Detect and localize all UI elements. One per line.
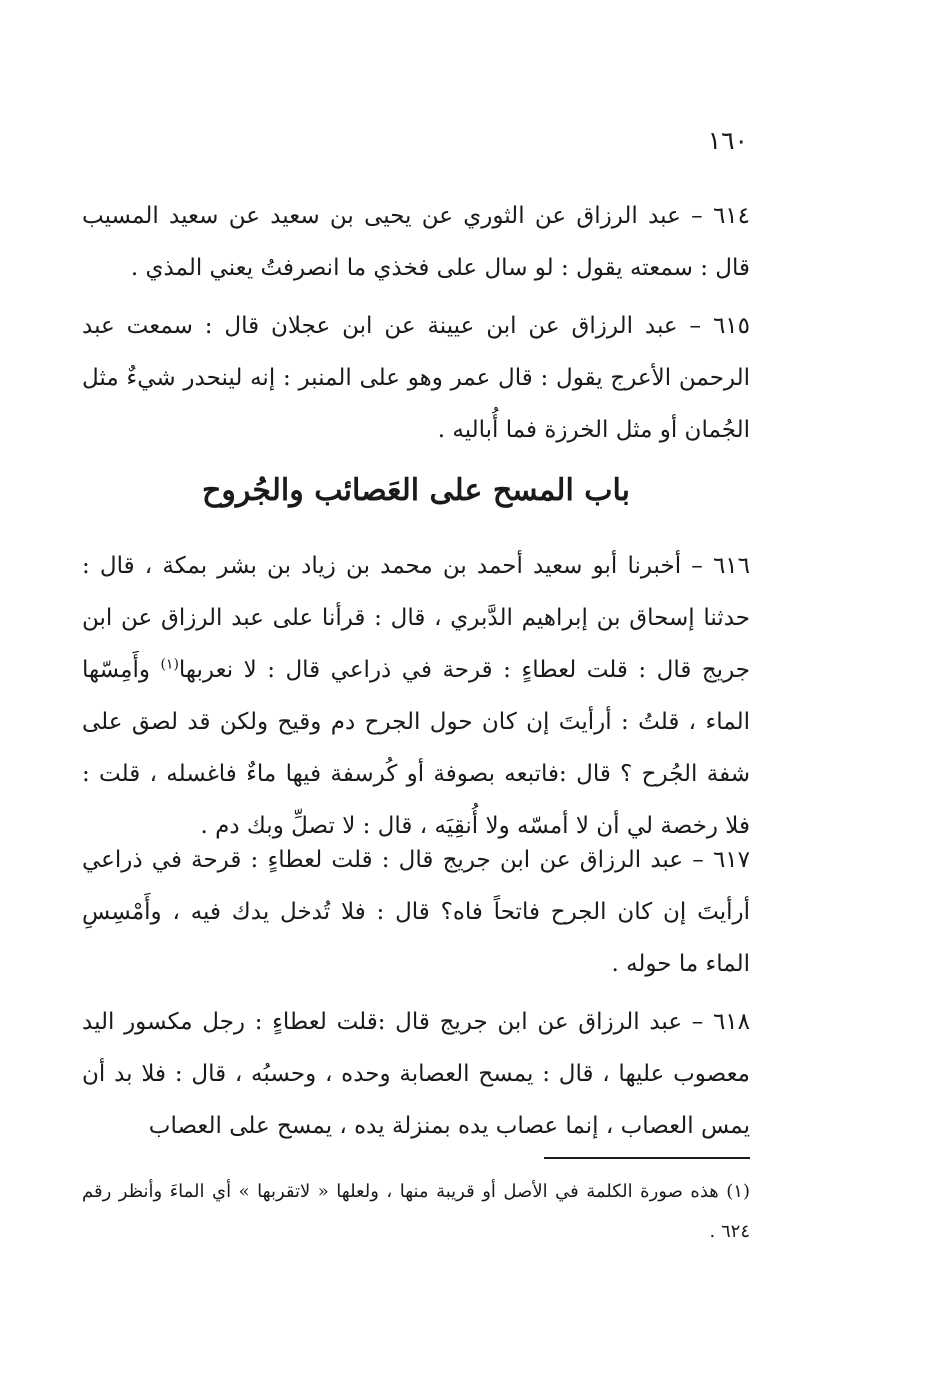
hadith-616-part-1: ٦١٦ – أخبرنا أبو سعيد أحمد بن محمد بن زياد بن بشر بمكة ، قال : حدثنا إسحاق بن إبراهيم الدَّبري ، قال : قرأنا على عبد الرزاق عن ابن جريج قال : قلت لعطاءٍ : قرحة في ذراعي قال : لا نعربها: [82, 553, 750, 683]
hadith-615: ٦١٥ – عبد الرزاق عن ابن عيينة عن ابن عجلان قال : سمعت عبد الرحمن الأعرج يقول : قال عمر وهو على المنبر : إنه لينحدر شيءٌ مثل الجُمان أو مثل الخرزة فما أُباليه .: [82, 313, 750, 443]
footnote: (١) هذه صورة الكلمة في الأصل أو قريبة منها ، ولعلها « لاتقربها » أي الماءَ وأنظر رقم ٦٢٤ .: [82, 1181, 750, 1242]
page-number: ١٦٠: [707, 126, 748, 155]
hadith-617: ٦١٧ – عبد الرزاق عن ابن جريج قال : قلت لعطاءٍ : قرحة في ذراعي أرأيتَ إن كان الجرح فاتحاً فاه؟ قال : فلا تُدخل يدك فيه ، وأَمْسِسِ الماء ما حوله .: [82, 847, 750, 977]
hadith-616-part-2: وأَمِسّها الماء ، قلتُ : أرأيتَ إن كان حول الجرح دم وقيح ولكن قد لصق على شفة الجُرح ؟ قال :فاتبعه بصوفة أو كُرسفة فيها ماءٌ فاغسله ، قلت : فلا رخصة لي أن لا أمسّه ولا أُنقِيَه ، قال : لا تصلِّ وبك دم .: [82, 657, 750, 839]
hadith-618: ٦١٨ – عبد الرزاق عن ابن جريج قال :قلت لعطاءٍ : رجل مكسور اليد معصوب عليها ، قال : يمسح العصابة وحده ، وحسبُه ، قال : فلا بد أن يمس العصاب ، إنما عصاب يده بمنزلة يده ، يمسح على العصاب: [82, 1009, 750, 1139]
hadith-616: [82, 540, 750, 852]
hadith-614: ٦١٤ – عبد الرزاق عن الثوري عن يحيى بن سعيد عن سعيد المسيب قال : سمعته يقول : لو سال على فخذي ما انصرفتُ يعني المذي .: [82, 203, 750, 281]
footnote-marker: (١): [160, 656, 179, 673]
footnote-divider: [544, 1157, 750, 1159]
chapter-heading: باب المسح على العَصائب والجُروح: [202, 473, 630, 508]
